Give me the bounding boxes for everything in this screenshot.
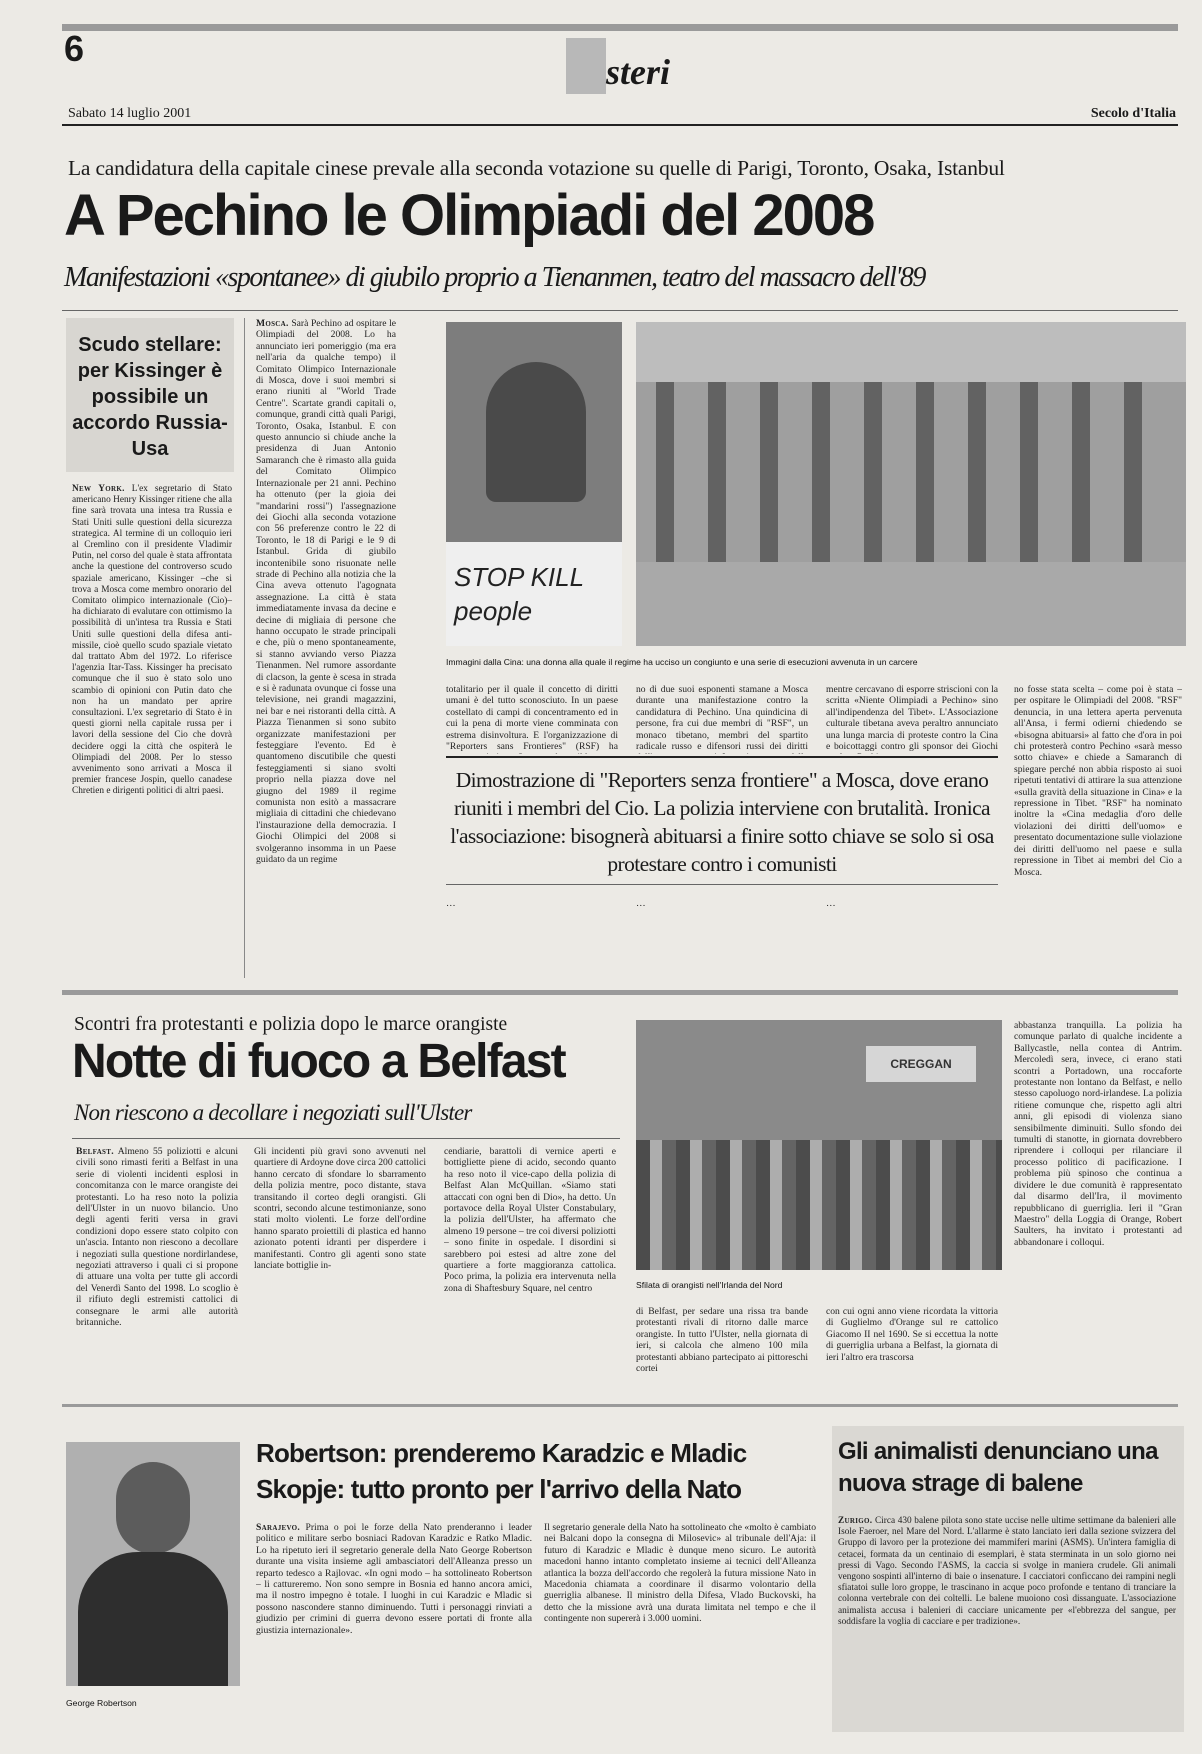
- march-crowd: [636, 1140, 1002, 1270]
- photo-executions: [636, 322, 1186, 646]
- portrait-head: [116, 1462, 190, 1554]
- whales-dateline: Zurigo.: [838, 1516, 873, 1526]
- belfast-head-rule: [72, 1138, 620, 1139]
- header-rule: [62, 124, 1178, 126]
- march-banner: [866, 1046, 976, 1082]
- portrait-body: [78, 1552, 228, 1686]
- sidebar-text: L'ex segretario di Stato americano Henry Kissinger ritiene che alla fine sarà trovata una intesa tra Russia e Stati Uniti sulle questioni della sicurezza strategica. Al termine di un colloquio ieri al Cremlino con il presidente Vladimir Putin, nel corso del quale è stata affrontata anche la questione del controverso scudo spaziale americano, Kissinger –che si trova a Mosca come membro onorario del Comitato olimpico internazionale (Cio)– ha dichiarato di evalutare con ottimismo la possibilità di un'intesa tra Russia e Stati Uniti sulle questioni della difesa anti-missile, cioè quello scudo spaziale vietato dal trattato Abm del 1972. Lo riferisce l'agenzia Itar-Tass. Kissinger ha precisato comunque che il suo è stato solo uno scambio di opinioni con Putin dato che non ha un mandato per aprire consultazioni. L'ex segretario di Stato è in questi giorni nella capitale russa per i lavori della sessione del Cio che dovrà decidere oggi la città che ospiterà le Olimpiadi del 2008. Per lo stesso avvenimento sono arrivati a Mosca il premier francese Jospin, quello canadese Chretien e dirigenti politici di altri paesi.: [72, 484, 232, 797]
- robertson-col-1: [256, 1522, 532, 1728]
- main-col-2-bottom: …: [446, 898, 456, 909]
- photo-crowd: [636, 322, 1186, 382]
- photo-orange-march: [636, 1020, 1002, 1270]
- belfast-col-1: [76, 1146, 238, 1386]
- belfast-subheadline: Non riescono a decollare i negoziati sull'Ulster: [74, 1100, 472, 1125]
- whales-text: Circa 430 balene pilota sono state uccise nelle ultime settimane da balenieri alle Isole Faeroer, nel Mare del Nord. L'allarme è stato lanciato ieri dalla sezione svizzera del Gruppo di lavoro per la protezione dei mammiferi marini (ASMS). Un'intera famiglia di cetacei, formata da un centinaio di esemplari, è stata sterminata in un solo giorno nei pressi di Vago. Secondo l'ASMS, la caccia si svolge in maniera crudele. Gli animali vengono sospinti all'interno di baie o insenature. I cacciatori conficcano dei rampini negli sfiatatoi sulle loro groppe, le trascinano in acque poco profonde e tentano di tranciare la colonna vertebrale con dei coltelli. Le balene muoiono così dissanguate. L'associazione animalista accusa i balenieri di cacciare unicamente per «l'ebbrezza del sangue, per soddisfare la voglia di cacciare e per tradizione».: [838, 1516, 1176, 1627]
- photo-soldiers: [656, 382, 1176, 562]
- robertson-col-1-text: Prima o poi le forze della Nato prenderanno i leader politico e militare serbo bosniaci Radovan Karadzic e Ratko Mladic. Lo ha ripetuto ieri il segretario generale della Nato George Robertson durante una visita insieme agli ambasciatori dell'Alleanza presso un reparto tedesco a Rajlovac. «In ogni modo – ha sottolineato Robertson – li cattureremo. Non sono sempre in Bosnia ed hanno ancora amici, ma il nostro impegno è totale. I luoghi in cui Karadzic e Mladic si possono nascondere stanno diminuendo. Tutti i personaggi rinviati a giudizio per crimini di guerra devono essere portati di fronte alla giustizia internazionale».: [256, 1522, 532, 1636]
- issue-date: Sabato 14 luglio 2001: [68, 106, 192, 121]
- main-subheadline: Manifestazioni «spontanee» di giubilo proprio a Tienanmen, teatro del massacro dell'89: [64, 262, 925, 293]
- main-col-4-top: mentre cercavano di esporre striscioni con la scritta «Niente Olimpiadi a Pechino» sino all'indipendenza del Tibet». L'Associazione culturale tibetana aveva peraltro annunciato una lunga marcia di proteste contro la Cina e boicottaggi contro gli sponsor dei Giochi: [826, 684, 998, 753]
- pullquote-top-rule: [446, 756, 998, 758]
- robertson-col-2: Il segretario generale della Nato ha sottolineato che «molto è cambiato nei Balcani dopo la consegna di Milosevic» al tribunale dell'Aja: il futuro di Karadzic e Mladic è dunque meno sicuro. Le autorità macedoni hanno intanto completato insieme ai tecnici dell'Alleanza atlantica la bozza dell'accordo che regolerà la futura missione Nato in Macedonia chiamata a coordinare il disarmo volontario della guerriglia albanese. Il ministro della Difesa, Vlado Buckovski, ha detto che la missione avrà una durata limitata nel tempo e che il contingente non supererà i 3.000 uomini.: [544, 1522, 816, 1625]
- section-rule-2: [62, 1404, 1178, 1407]
- section-title-text: steri: [606, 52, 671, 92]
- belfast-col-1-text: Almeno 55 poliziotti e alcuni civili sono rimasti feriti a Belfast in una serie di violenti incidenti esplosi in concomitanza con le marce orangiste dei protestanti. Lo ha reso noto la polizia dell'Ulster in un nuovo bilancio. Uno degli agenti feriti versa in gravi condizioni dopo essere stato colpito con un'ascia. Intanto non riescono a decollare i negoziati sulla questione nordirlandese, negoziati attraverso i quali ci si propone di attuare una volta per tutte gli accordi del Venerdì Santo del 1998. Lo scoglio è il rifiuto degli estremisti cattolici di consegnare le armi alle autorità britanniche.: [76, 1146, 238, 1329]
- robertson-photo-caption: George Robertson: [66, 1698, 137, 1708]
- pullquote-bottom-rule: [446, 884, 998, 885]
- belfast-kicker: Scontri fra protestanti e polizia dopo le marce orangiste: [74, 1014, 508, 1035]
- section-initial-block: E: [566, 38, 606, 94]
- belfast-col-5: con cui ogni anno viene ricordata la vittoria di Guglielmo d'Orange sul re cattolico Giacomo II nel 1690. Se si eccettua la notte di guerriglia urbana a Belfast, la giornata di ieri l'altro era trascorsa: [826, 1306, 998, 1363]
- sidebar-dateline: New York.: [72, 484, 125, 494]
- photo-ground: [636, 562, 1186, 646]
- photo-mourning-woman: [446, 322, 622, 646]
- paper-name: Secolo d'Italia: [1090, 106, 1176, 121]
- banner-text: CREGGAN: [890, 1057, 952, 1071]
- belfast-dateline: Belfast.: [76, 1146, 114, 1157]
- main-col-4-bottom: …: [826, 898, 836, 909]
- main-headline: A Pechino le Olimpiadi del 2008: [64, 183, 874, 248]
- main-col-5: no fosse stata scelta – come poi è stata – per ospitare le Olimpiadi del 2008. "RSF" denuncia, in una lettera aperta pervenuta all'Ansa, i fermi odierni chiedendo se «bisogna abituarsi» al fatto che d'ora in poi chi protesterà contro Pechino «sarà messo sotto chiave» e chiede a Samaranch di spiegare perché non abbia risposto ai suoi ripetuti tentativi di attirare la sua attenzione «sulla gravità della situazione in Cina» e la repressione in Tibet. "RSF" ha nominato inoltre la «Cina medaglia d'oro delle violazioni dei diritti dell'uomo» e presentato documentazione sulle violazione dei diritti dell'uomo nel paese e sulla repressione in Tibet ai membri del Cio a Mosca.: [1014, 684, 1182, 878]
- main-dateline: Mosca.: [256, 318, 289, 329]
- photo-figure: [486, 362, 586, 502]
- main-head-rule: [62, 310, 1178, 311]
- whales-body: [838, 1516, 1176, 1726]
- robertson-headline-1: Robertson: prenderemo Karadzic e Mladic: [256, 1438, 747, 1468]
- robertson-dateline: Sarajevo.: [256, 1522, 301, 1533]
- belfast-photo-caption: Sfilata di orangisti nell'Irlanda del Nord: [636, 1280, 783, 1290]
- belfast-col-4: di Belfast, per sedare una rissa tra bande protestanti rivali di ritorno dalle marce orangiste. In tutto l'Ulster, nella giornata di ieri, si calcola che almeno 100 mila protestanti abbiano partecipato ai pittoreschi cortei: [636, 1306, 808, 1375]
- belfast-col-2: Gli incidenti più gravi sono avvenuti nel quartiere di Ardoyne dove circa 200 cattolici hanno cercato di sfondare lo sbarramento della polizia mentre, poco distante, stava transitando il corteo degli orangisti. Gli scontri, secondo alcune testimonianze, sono stati molto violenti. Le forze dell'ordine hanno sparato proiettili di plastica ed hanno azionato potenti idranti per disperdere i manifestanti. Contro gli agenti sono state lanciate bottiglie in-: [254, 1146, 426, 1272]
- sidebar-headline: Scudo stellare: per Kissinger è possibile un accordo Russia-Usa: [72, 334, 228, 460]
- section-title: [566, 38, 670, 98]
- main-col-2-top: totalitario per il quale il concetto di diritti umani è del tutto sconosciuto. In un paese costellato di campi di concentramento ed in cui la pena di morte viene comminata con estrema disinvoltura. E l'organizzazione di "Reporters sans Frontieres" (RSF) ha: [446, 684, 618, 753]
- photo-george-robertson: [66, 1442, 240, 1686]
- belfast-col-3: cendiarie, barattoli di vernice aperti e bottigliette piene di acido, secondo quanto ha reso noto il vice-capo della polizia di Belfast Alan McQuillan. «Siamo stati attaccati con ogni ben di Dio», ha detto. Un portavoce della Royal Ulster Constabulary, la polizia dell'Ulster, ha affermato che almeno 19 persone – tre coi diversi poliziotti – sono finite in ospedale. I disordini si sarebbero poi estesi ad altre zone del quartiere a forte maggioranza cattolica. Poco prima, la polizia era intervenuta nella zona di Shaftesbury Square, nel centro: [444, 1146, 616, 1294]
- main-col-1: [256, 318, 396, 976]
- sidebar-body: [72, 484, 232, 970]
- whales-headline: Gli animalisti denunciano una nuova strage di balene: [838, 1438, 1158, 1497]
- belfast-col-6: abbastanza tranquilla. La polizia ha comunque parlato di qualche incidente a Ballycastle, nella contea di Antrim. Mercoledì sera, invece, ci erano stati scontri a Portadown, una roccaforte protestante non lontano da Belfast, e nello stesso capoluogo nord-irlandese. La polizia ritiene comunque che, rispetto agli altri anni, gli episodi di violenza siano sensibilmente diminuiti. Sullo sfondo dei tumulti di stanotte, in giornata dovrebbero riprendere i colloqui per rilanciare il processo politico di pacificazione. I problema più spinoso che continua a dividere le due comunità è rappresentato dal disarmo dell'Ira, il movimento repubblicano di guerriglia. Ieri il "Gran Maestro" della Loggia di Orange, Robert Saulters, ha invitato i protestanti ad abbandonare i colloqui.: [1014, 1020, 1182, 1248]
- section-rule-1: [62, 990, 1178, 995]
- main-col-3-bottom: …: [636, 898, 646, 909]
- page-number: 6: [64, 28, 85, 69]
- main-col-3-top: no di due suoi esponenti stamane a Mosca durante una manifestazione contro la candidatura di Pechino. Una quindicina di persone, fra cui due membri di "RSF", un monaco tibetano, membri del spartito radicale russo e difensori russi dei diritti: [636, 684, 808, 753]
- belfast-headline: Notte di fuoco a Belfast: [72, 1035, 565, 1088]
- top-rule: [62, 24, 1178, 31]
- sign-text: STOP KILL people: [454, 562, 584, 626]
- sidebar-divider: [244, 318, 245, 978]
- protest-sign: [446, 542, 622, 646]
- robertson-headline-2: Skopje: tutto pronto per l'arrivo della Nato: [256, 1474, 742, 1504]
- pullquote: Dimostrazione di "Reporters senza frontiere" a Mosca, dove erano riuniti i membri del Cio. La polizia interviene con brutalità. Ironica l'associazione: bisognerà abituarsi a finire sotto chiave se solo si osa protestare contro i comunisti: [450, 768, 994, 876]
- main-photo-caption: Immagini dalla Cina: una donna alla quale il regime ha ucciso un congiunto e una serie di esecuzioni avvenuta in un carcere: [446, 657, 918, 667]
- main-kicker: La candidatura della capitale cinese prevale alla seconda votazione su quelle di Parigi, Toronto, Osaka, Istanbul: [68, 156, 1005, 180]
- main-col-1-text: Sarà Pechino ad ospitare le Olimpiadi del 2008. Lo ha annunciato ieri pomeriggio (ma era nell'aria da qualche tempo) il Comitato Olimpico Internazionale di Mosca, dove i suoi membri si erano riuniti al "World Trade Centre". Scartate grandi capitali o, comunque, grandi città quali Parigi, Toronto, Osaka, Istanbul. E con questo annuncio si chiude anche la presidenza di Juan Antonio Samaranch che è rimasto alla guida del Comitato Olimpico Internazionale per 21 anni. Pechino ha ottenuto (per la gioia dei "mandarini rossi") l'assegnazione dei Giochi alla seconda votazione con 56 preferenze contro le 22 di Toronto, le 18 di Parigi e le 9 di Istanbul. Grida di giubilo incontenibile sono risuonate nelle strade di Pechino alla notizia che la Cina aveva ottenuto l'agognata assegnazione. La città è stata immediatamente invasa da decine e decine di migliaia di persone che hanno occupato le strade principali e che, più o meno spontaneamente, si stanno avviando verso Piazza Tienanmen. Nel rumore assordante di clacson, la gente è scesa in strada e si è radunata ovunque ci fosse una televisione, nei grandi magazzini, nei bar e nei ristoranti della città. A Piazza Tienanmen si sono subito organizzate manifestazioni per festeggiare l'evento. Ed è quantomeno discutibile che questi festeggiamenti si siano svolti proprio nella piazza dove nel giugno del 1989 il regime comunista non esitò a massacrare migliaia di cittadini che chiedevano l'instaurazione della democrazia. I Giochi Olimpici del 2008 si svolgeranno insomma in un Paese guidato da un regime: [256, 318, 396, 866]
